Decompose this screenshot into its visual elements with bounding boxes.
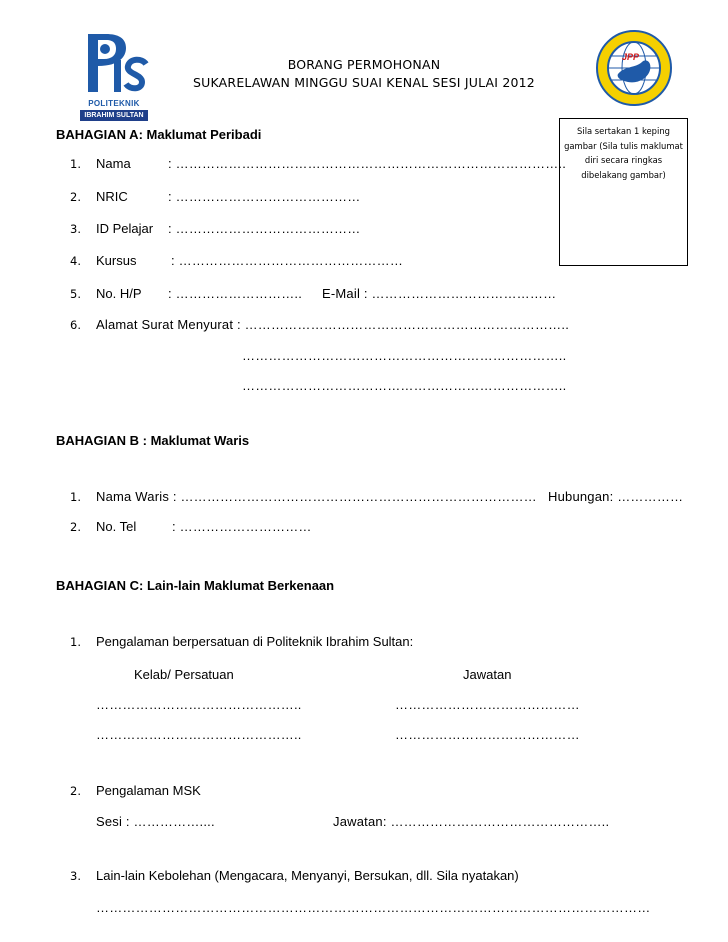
kursus-label: Kursus [96, 253, 137, 268]
email-field[interactable]: E-Mail : …………………………………… [322, 286, 557, 301]
nama-field[interactable]: : …………………………………………………………………………….. [168, 156, 567, 171]
item-number: 2. [70, 190, 81, 204]
no-tel-label: No. Tel [96, 519, 137, 534]
item-number: 2. [70, 520, 81, 534]
nric-label: NRIC [96, 189, 128, 204]
kelab-field-2[interactable]: ……………………………………….. [96, 727, 302, 742]
nric-field[interactable]: : …………………………………… [168, 189, 361, 204]
section-b-title: BAHAGIAN B : Maklumat Waris [56, 433, 250, 448]
jpp-badge: JPP [622, 52, 640, 62]
item-number: 6. [70, 318, 81, 332]
kelab-field-1[interactable]: ……………………………………….. [96, 697, 302, 712]
item-number: 1. [70, 157, 81, 171]
alamat-field[interactable]: Alamat Surat Menyurat : ……………………………………………………………….. [96, 317, 570, 332]
item-number: 1. [70, 490, 81, 504]
form-title-line1: BORANG PERMOHONAN [287, 57, 441, 72]
nama-label: Nama [96, 156, 131, 171]
item-number: 3. [70, 222, 81, 236]
alamat-line-3[interactable]: ……………………………………………………………….. [242, 378, 567, 393]
pengalaman-msk-label: Pengalaman MSK [96, 783, 201, 798]
id-pelajar-label: ID Pelajar [96, 221, 154, 236]
kebolehan-field[interactable]: ……………………………………………………………………………………………………………… [96, 900, 651, 915]
section-c-title: BAHAGIAN C: Lain-lain Maklumat Berkenaan [56, 578, 335, 593]
pengalaman-persatuan-label: Pengalaman berpersatuan di Politeknik Ibrahim Sultan: [96, 634, 414, 649]
id-pelajar-field[interactable]: : …………………………………… [168, 221, 361, 236]
no-tel-field[interactable]: : ………………………… [172, 519, 312, 534]
jawatan-field-2[interactable]: …………………………………… [395, 727, 580, 742]
kursus-field[interactable]: : …………………………………………… [171, 253, 404, 268]
hubungan-field[interactable]: Hubungan: …………… [548, 489, 684, 504]
section-a-title: BAHAGIAN A: Maklumat Peribadi [56, 127, 262, 142]
item-number: 1. [70, 635, 81, 649]
jawatan-field-1[interactable]: …………………………………… [395, 697, 580, 712]
no-hp-field[interactable]: : ……………………….. [168, 286, 303, 301]
kebolehan-label: Lain-lain Kebolehan (Mengacara, Menyanyi, Bersukan, dll. Sila nyatakan) [96, 868, 519, 883]
item-number: 2. [70, 784, 81, 798]
photo-placeholder-box [559, 118, 688, 266]
alamat-line-2[interactable]: ……………………………………………………………….. [242, 348, 567, 363]
msk-jawatan-field[interactable]: Jawatan: ………………………………………….. [333, 814, 610, 829]
item-number: 3. [70, 869, 81, 883]
photo-instructions: Sila sertakan 1 keping gambar (Sila tulis maklumat diri secara ringkas dibelakang gambar) [564, 126, 683, 180]
jawatan-header: Jawatan [463, 667, 512, 682]
no-hp-label: No. H/P [96, 286, 142, 301]
item-number: 5. [70, 287, 81, 301]
sesi-field[interactable]: Sesi : …………….... [96, 814, 215, 829]
logo-line1: POLITEKNIK [88, 99, 140, 108]
logo-line2: IBRAHIM SULTAN [80, 110, 148, 121]
form-title-line2: SUKARELAWAN MINGGU SUAI KENAL SESI JULAI 2012 [193, 75, 535, 90]
nama-waris-field[interactable]: Nama Waris : ……………………………………………………………………… [96, 489, 537, 504]
kelab-header: Kelab/ Persatuan [134, 667, 234, 682]
item-number: 4. [70, 254, 81, 268]
